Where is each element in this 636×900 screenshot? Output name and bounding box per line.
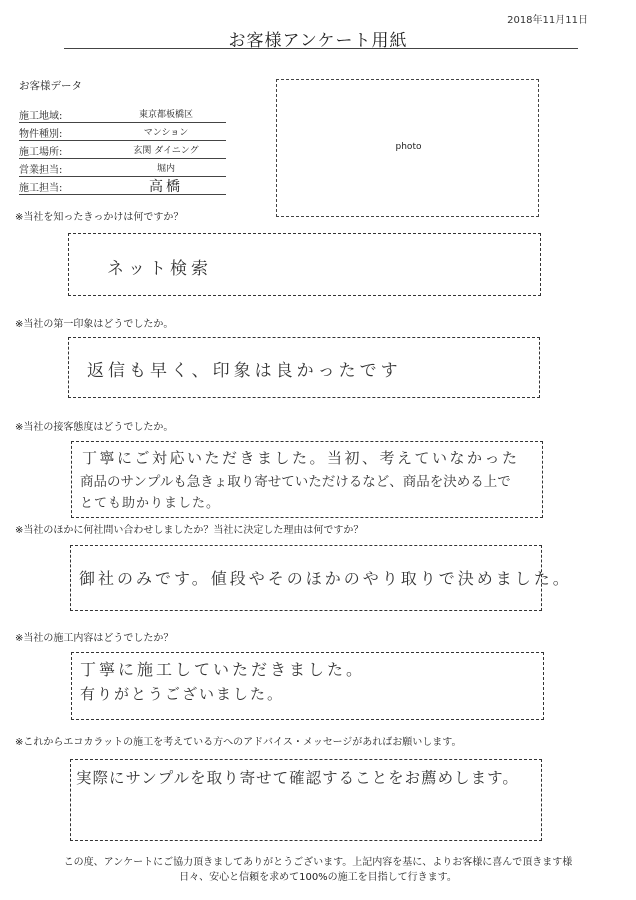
answer-box-2 [68, 337, 540, 398]
question-4: ※当社のほかに何社問い合わせしましたか？当社に決定した理由は何ですか？ [15, 525, 364, 536]
question-6: ※これからエコカラットの施工を考えている方へのアドバイス・メッセージがあればお願いします。 [15, 737, 462, 748]
row-label: 施工場所: [19, 147, 63, 158]
answer-1-line-1: ネット検索 [107, 259, 212, 279]
answer-5-line-1: 丁寧に施工していただきました。 [80, 660, 366, 679]
title-underline [64, 48, 578, 49]
row-label: 施工地域: [19, 111, 63, 122]
answer-box-4 [70, 545, 572, 611]
answer-3-line-3: とても助かりました。 [80, 496, 221, 511]
row-label: 物件種別: [19, 129, 63, 140]
footer-line-2: 日々、安心と信頼を求めて100%の施工を目指して行きます。 [179, 872, 457, 883]
customer-row-sales-rep [19, 159, 226, 177]
question-1: ※当社を知ったきっかけは何ですか？ [15, 212, 184, 223]
answer-box-3 [71, 441, 543, 518]
answer-4-line-1: 御社のみです。値段やそのほかのやり取りで決めました。 [79, 569, 572, 588]
customer-data-heading: お客様データ [19, 80, 82, 92]
customer-row-installer [19, 177, 226, 195]
answer-2-line-1: 返信も早く、印象は良かったです [87, 361, 402, 381]
page-title: お客様アンケート用紙 [228, 31, 408, 51]
row-value: マンション [143, 128, 189, 138]
question-5: ※当社の施工内容はどうでしたか？ [15, 633, 174, 644]
survey-date: 2018年11月11日 [507, 15, 588, 26]
footer-line-1: この度、アンケートにご協力頂きましてありがとうございます。上記内容を基に、よりお客様に喜んで頂きます様 [63, 857, 573, 868]
answer-box-6 [70, 759, 542, 841]
answer-6-line-1: 実際にサンプルを取り寄せて確認することをお薦めします。 [76, 769, 519, 787]
photo-label: photo [395, 142, 422, 152]
answer-box-5 [71, 652, 544, 720]
answer-box-1 [68, 233, 541, 296]
row-value: 東京都板橋区 [138, 110, 193, 120]
row-value: 玄関 ダイニング [133, 146, 199, 156]
answer-3-line-2: 商品のサンプルも急きょ取り寄せていただけるなど、商品を決める上で [80, 474, 511, 490]
question-2: ※当社の第一印象はどうでしたか。 [15, 319, 174, 330]
customer-row-property-type [19, 123, 226, 141]
row-label: 施工担当: [19, 183, 63, 194]
row-value: 堀内 [156, 164, 175, 174]
customer-row-location [19, 141, 226, 159]
customer-row-area [19, 105, 226, 123]
photo-placeholder [276, 79, 539, 217]
row-label: 営業担当: [19, 165, 63, 176]
row-value-handwritten: 高橋 [149, 179, 183, 195]
answer-5-line-2: 有りがとうございました。 [80, 685, 285, 703]
question-3: ※当社の接客態度はどうでしたか。 [15, 422, 174, 433]
answer-3-line-1: 丁寧にご対応いただきました。当初、考えていなかった [82, 449, 520, 467]
